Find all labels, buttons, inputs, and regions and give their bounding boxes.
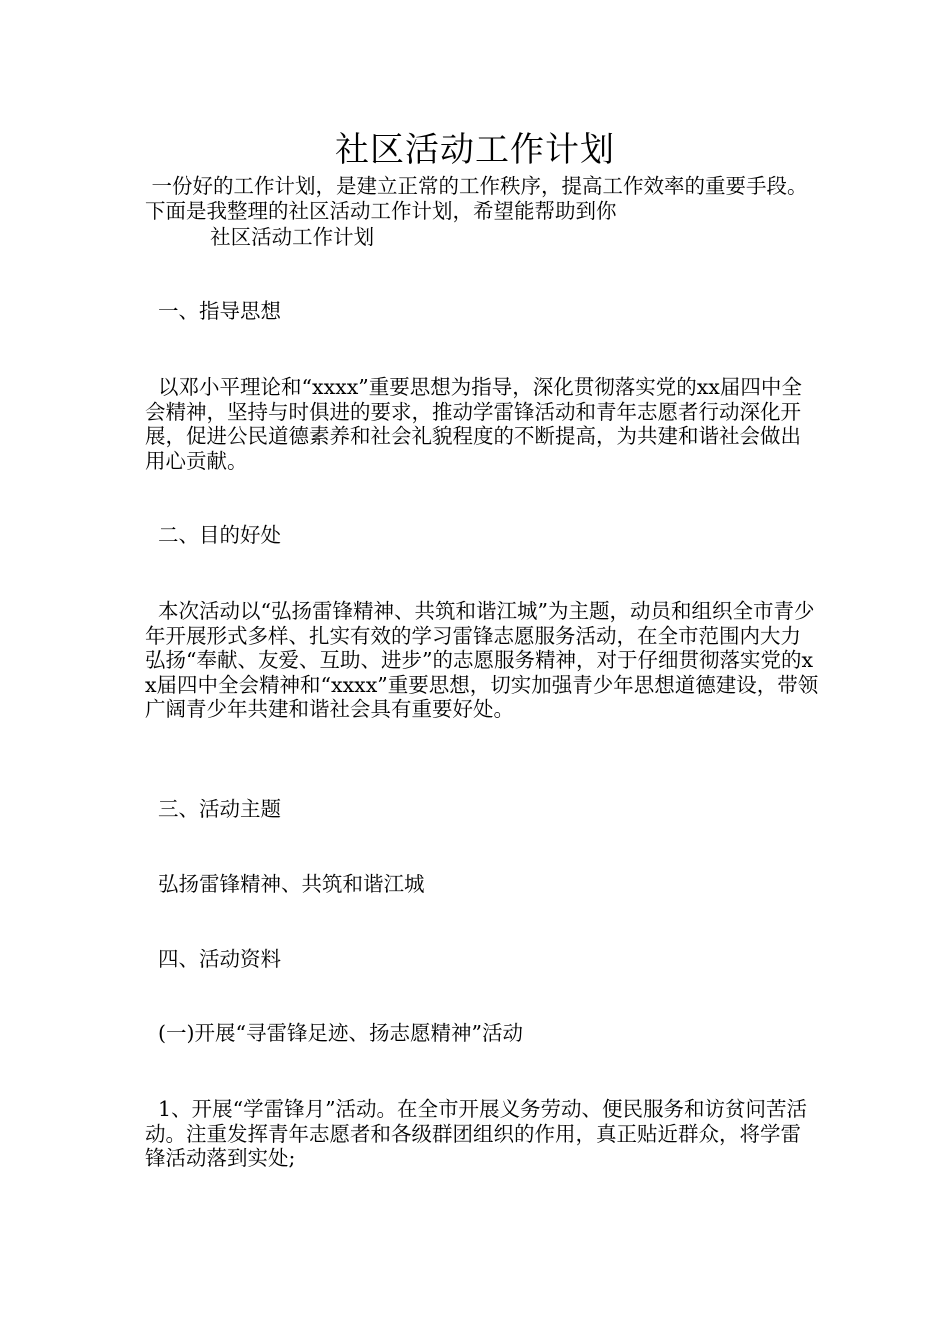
document-title: 社区活动工作计划	[335, 130, 615, 170]
section-heading-theme: 三、活动主题	[145, 797, 282, 821]
subtitle-line: 社区活动工作计划	[145, 225, 375, 249]
section-heading-guiding-ideology: 一、指导思想	[145, 299, 282, 323]
section-body-theme: 弘扬雷锋精神、共筑和谐江城	[145, 872, 425, 896]
section-heading-purpose: 二、目的好处	[145, 523, 282, 547]
subsection-heading-1: (一)开展“寻雷锋足迹、扬志愿精神”活动	[145, 1021, 524, 1045]
section-body-guiding-ideology: 以邓小平理论和“xxxx”重要思想为指导，深化贯彻落实党的xx届四中全会精神，坚持与时俱进的要求，推动学雷锋活动和青年志愿者行动深化开展，促进公民道德素养和社会礼貌程度的不断提高，为共建和谐社会做出用心贡献。	[145, 375, 802, 473]
section-heading-contents: 四、活动资料	[145, 947, 282, 971]
intro-paragraph: 一份好的工作计划，是建立正常的工作秩序，提高工作效率的重要手段。下面是我整理的社区活动工作计划，希望能帮助到你	[145, 174, 808, 223]
list-item-1: 1、开展“学雷锋月”活动。在全市开展义务劳动、便民服务和访贫问苦活动。注重发挥青年志愿者和各级群团组织的作用，真正贴近群众，将学雷锋活动落到实处;	[145, 1097, 808, 1170]
section-body-purpose: 本次活动以“弘扬雷锋精神、共筑和谐江城”为主题，动员和组织全市青少年开展形式多样、扎实有效的学习雷锋志愿服务活动，在全市范围内大力弘扬“奉献、友爱、互助、进步”的志愿服务精神，对于仔细贯彻落实党的xx届四中全会精神和“xxxx”重要思想，切实加强青少年思想道德建设，带领广阔青少年共建和谐社会具有重要好处。	[145, 599, 819, 721]
